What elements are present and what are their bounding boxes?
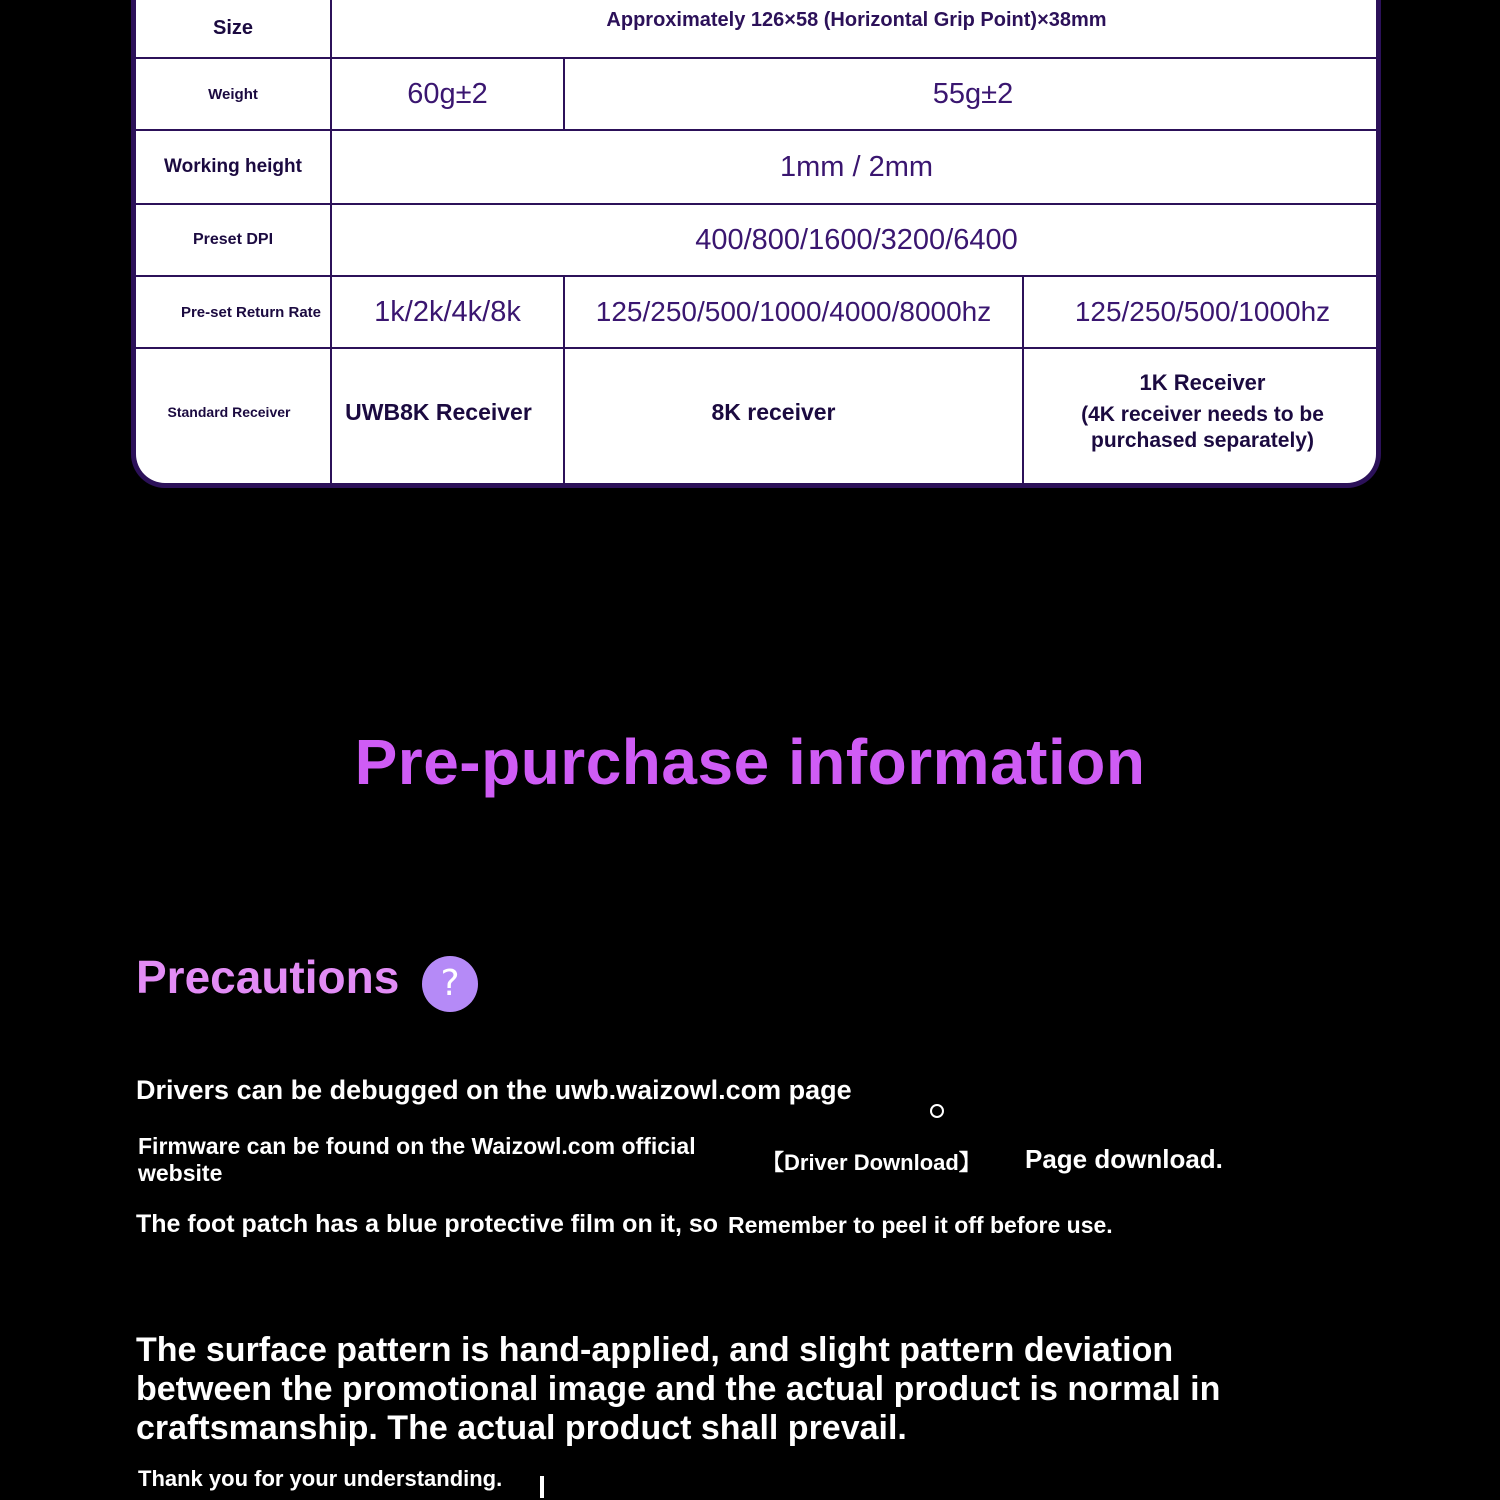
return-rate-value-3: 125/250/500/1000hz (1074, 296, 1331, 327)
receiver-label: Standard Receiver (167, 404, 291, 420)
return-rate-label: Pre-set Return Rate (180, 303, 322, 321)
receiver-value-2: 8K receiver (711, 398, 836, 425)
circle-dot-icon (930, 1104, 944, 1118)
drivers-line: Drivers can be debugged on the uwb.waizowl.com page (136, 1075, 852, 1105)
weight-value-2: 55g±2 (932, 77, 1014, 110)
return-rate-value-1: 1k/2k/4k/8k (374, 295, 521, 328)
return-rate-value-2: 125/250/500/1000/4000/8000hz (595, 296, 992, 327)
text-cursor (540, 1476, 544, 1498)
preset-dpi-label: Preset DPI (192, 231, 274, 248)
driver-download-link[interactable]: 【Driver Download】 (762, 1150, 981, 1175)
working-height-value: 1mm / 2mm (779, 150, 934, 183)
receiver-note: (4K receiver needs to be purchased separately) (1081, 403, 1324, 452)
receiver-value-3: 1K Receiver (1139, 370, 1266, 395)
size-value: Approximately 126×58 (Horizontal Grip Point)×38mm (606, 8, 1107, 31)
precautions-heading: Precautions (136, 951, 400, 1003)
section-title: Pre-purchase information (354, 726, 1146, 798)
page-download-text: Page download. (1025, 1144, 1223, 1174)
working-height-label: Working height (164, 156, 302, 177)
weight-label: Weight (208, 85, 258, 103)
size-label: Size (212, 17, 254, 39)
preset-dpi-value: 400/800/1600/3200/6400 (695, 223, 1018, 256)
question-mark-circle-icon (422, 956, 478, 1012)
firmware-line: Firmware can be found on the Waizowl.com official website (138, 1133, 696, 1186)
weight-value-1: 60g±2 (407, 77, 488, 110)
question-mark-glyph: ? (440, 963, 460, 1004)
thanks-text: Thank you for your understanding. (138, 1466, 503, 1491)
receiver-value-1: UWB8K Receiver (345, 398, 532, 425)
spec-table (131, 0, 1381, 488)
foot-patch-line-a: The foot patch has a blue protective film on it, so (136, 1210, 719, 1238)
foot-patch-line-b: Remember to peel it off before use. (728, 1212, 1113, 1238)
receiver-value-3-cell (1024, 349, 1381, 475)
surface-pattern-notice: The surface pattern is hand-applied, and slight pattern deviation between the promotional image and the actual product is normal in craftsmanship. The actual product shall prevail. (136, 1331, 1221, 1447)
